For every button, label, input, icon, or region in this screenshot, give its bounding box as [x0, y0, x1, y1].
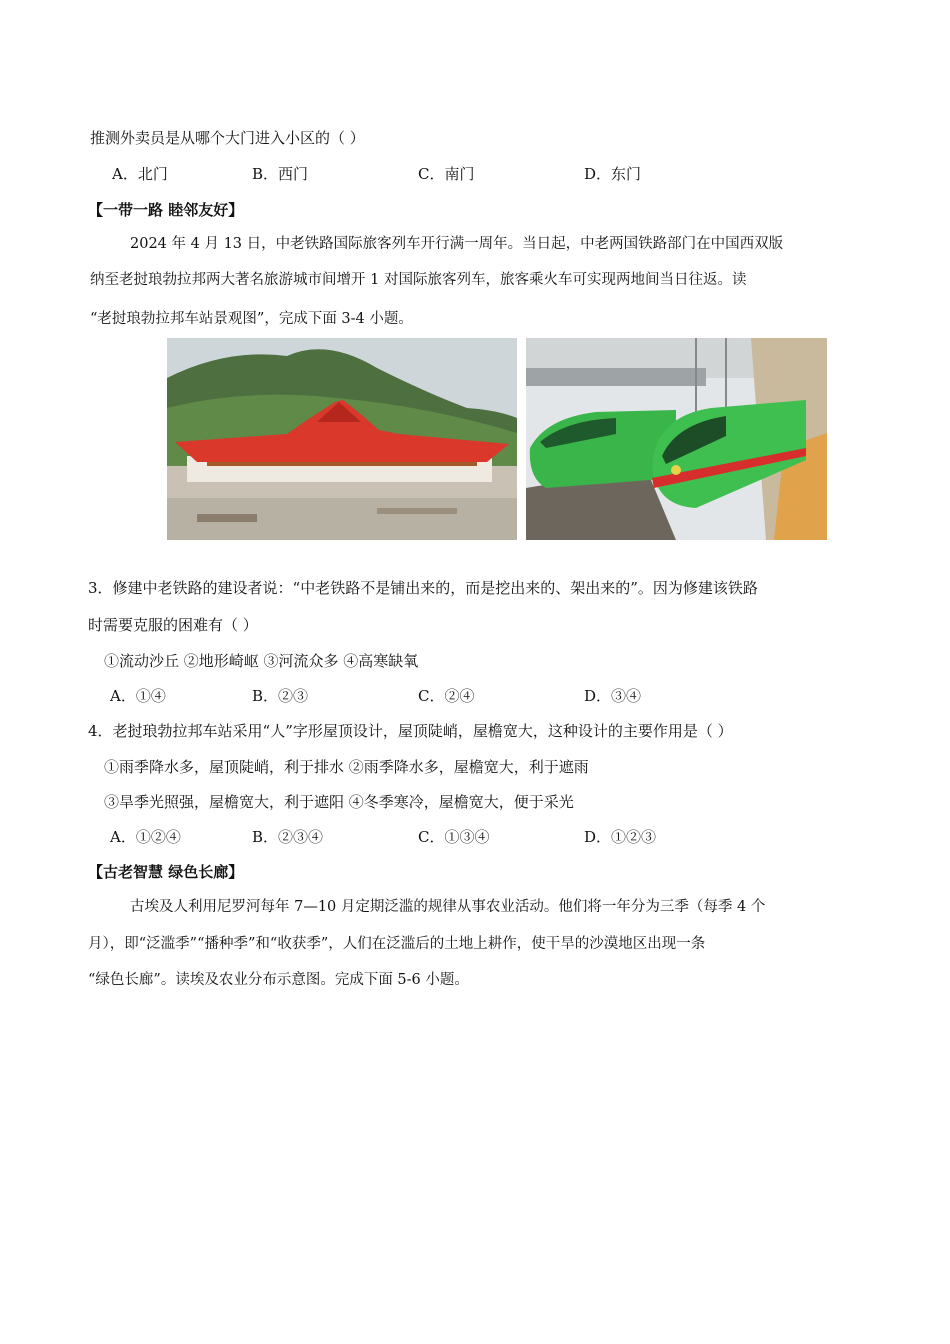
q2-option-a: A．北门 [112, 165, 168, 183]
q3-option-b: B．②③ [252, 687, 309, 705]
q2-option-c: C．南门 [418, 165, 475, 183]
section-heading-ancient-wisdom: 【古老智慧 绿色长廊】 [88, 863, 244, 881]
q3-stem-line-1: 3．修建中老铁路的建设者说：“中老铁路不是铺出来的，而是挖出来的、架出来的”。因为修建该铁路 [88, 579, 758, 597]
section-heading-belt-road: 【一带一路 睦邻友好】 [88, 201, 244, 219]
q3-stem-line-2: 时需要克服的困难有（ ） [88, 616, 258, 634]
q4-option-d: D．①②③ [584, 828, 657, 846]
q4-option-a: A．①②④ [110, 828, 181, 846]
section1-paragraph-line-2: 纳至老挝琅勃拉邦两大著名旅游城市间增开 1 对国际旅客列车，旅客乘火车可实现两地间当日往返。读 [90, 272, 747, 288]
section2-paragraph-line-3: “绿色长廊”。读埃及农业分布示意图。完成下面 5-6 小题。 [88, 972, 469, 988]
q2-option-d: D．东门 [584, 165, 642, 183]
luang-prabang-station-photo [167, 338, 517, 540]
q4-statements-line-2: ③旱季光照强，屋檐宽大，利于遮阳 ④冬季寒冷，屋檐宽大，便于采光 [104, 793, 574, 811]
q3-option-d: D．③④ [584, 687, 642, 705]
q2-option-b: B．西门 [252, 165, 309, 183]
q4-option-b: B．②③④ [252, 828, 324, 846]
q3-statements: ①流动沙丘 ②地形崎岖 ③河流众多 ④高寒缺氧 [104, 652, 419, 670]
q3-option-a: A．①④ [110, 687, 166, 705]
section2-paragraph-line-1: 古埃及人利用尼罗河每年 7—10 月定期泛滥的规律从事农业活动。他们将一年分为三季（每季 4 个 [130, 899, 766, 915]
section2-paragraph-line-2: 月），即“泛滥季”“播种季”和“收获季”，人们在泛滥后的土地上耕作，使干旱的沙漠地区出现一条 [88, 936, 706, 952]
q4-option-c: C．①③④ [418, 828, 490, 846]
section1-paragraph-line-1: 2024 年 4 月 13 日，中老铁路国际旅客列车开行满一周年。当日起，中老两国铁路部门在中国西双版 [130, 236, 784, 252]
green-trains-photo [526, 338, 827, 540]
q3-option-c: C．②④ [418, 687, 475, 705]
section1-paragraph-line-3: “老挝琅勃拉邦车站景观图”，完成下面 3-4 小题。 [90, 311, 413, 327]
q2-stem: 推测外卖员是从哪个大门进入小区的（ ） [90, 129, 365, 147]
q4-statements-line-1: ①雨季降水多，屋顶陡峭，利于排水 ②雨季降水多，屋檐宽大，利于遮雨 [104, 758, 589, 776]
q4-stem: 4．老挝琅勃拉邦车站采用“人”字形屋顶设计，屋顶陡峭，屋檐宽大，这种设计的主要作用是（ ） [88, 722, 733, 740]
